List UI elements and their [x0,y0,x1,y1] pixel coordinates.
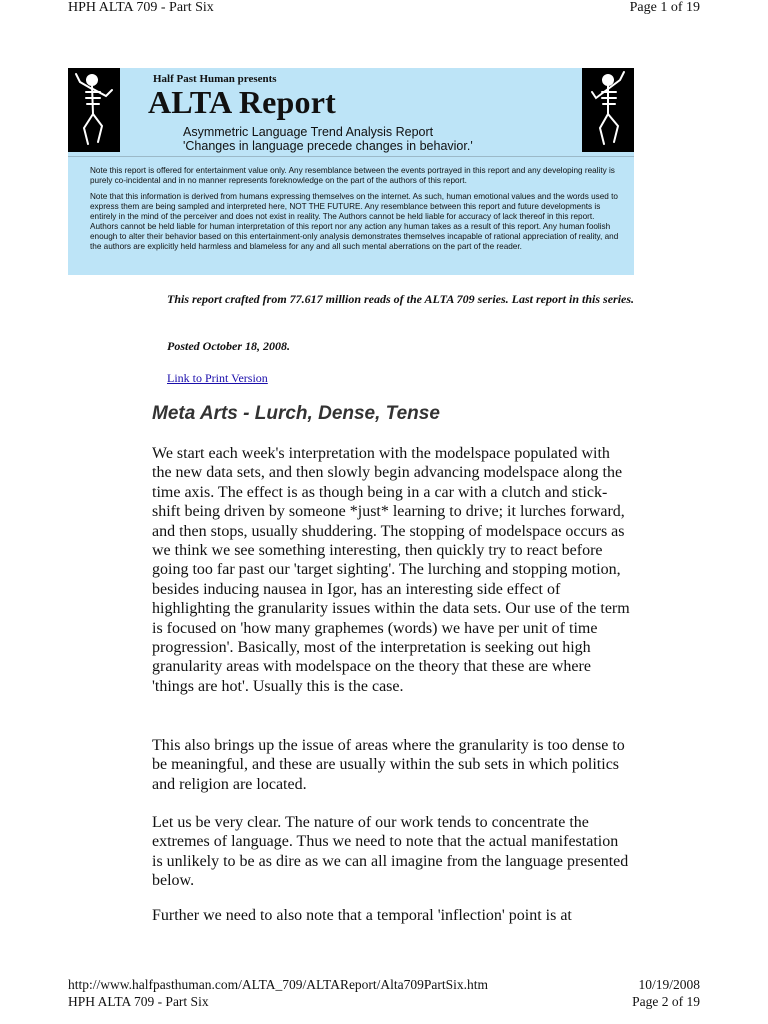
page-header-page-number: Page 1 of 19 [629,0,700,15]
body-paragraph: We start each week's interpretation with the modelspace populated with the new data sets, and then slowly begin advancing modelspace along the time axis. The effect is as though being in a car with a clutch and stick-shift being driven by someone *just* learning to drive; it lurches forward, and then stops, usually shuddering. The stopping of modelspace occurs as we think we see something interesting, then quickly try to react before going too far past our 'target sighting'. The lurching and stopping motion, besides inducing nausea in Igor, has an interesting side effect of highlighting the granularity issues within the data sets. Our use of the term is focused on 'how many graphemes (words) we have per unit of time progression'. Basically, most of the interpretation is seeking out high granularity areas with modelspace on the theory that these are where 'things are hot'. Usually this is the case. [152,445,630,695]
banner-subtitle-line1: Asymmetric Language Trend Analysis Report [183,125,434,139]
next-page-header-title: HPH ALTA 709 - Part Six [68,994,209,1009]
footer-url: http://www.halfpasthuman.com/ALTA_709/ALTAReport/Alta709PartSix.htm [68,977,489,992]
next-page-header-page-number: Page 2 of 19 [632,994,700,1009]
footer-date: 10/19/2008 [638,977,700,992]
body-paragraph: This also brings up the issue of areas where the granularity is too dense to be meaningful, and these are usually within the sub sets in which politics and religion are located. [152,737,625,793]
banner-title: ALTA Report [148,84,336,120]
alta-report-banner [68,68,634,275]
body-paragraph: Let us be very clear. The nature of our work tends to concentrate the extremes of language. Thus we need to note that the actual manifestation is unlikely to be as dire as we can all imagine from the language presented below. [152,814,629,890]
body-paragraph: Further we need to also note that a temporal 'inflection' point is at [152,907,572,924]
banner-subtitle [183,125,473,153]
print-version-link[interactable]: Link to Print Version [167,371,268,385]
dancing-skeleton-icon [68,68,120,152]
banner-presents: Half Past Human presents [153,73,277,85]
page-header-title: HPH ALTA 709 - Part Six [68,0,214,15]
report-crafted-note: This report crafted from 77.617 million reads of the ALTA 709 series. Last report in this series. [167,292,635,306]
banner-divider [68,156,634,157]
entertainment-disclaimer: Note this report is offered for entertainment value only. Any resemblance between the events portrayed in this report and any developing reality is purely co-incidental and in no manner represents foreknowledge on the part of the authors of this report. [90,166,615,185]
dancing-skeleton-icon [582,68,634,152]
liability-disclaimer: Note that this information is derived from humans expressing themselves on the internet. As such, human emotional values and the words used to express them are being sampled and interpreted here, NOT THE FUTURE. Any resemblance between this report and future developments is entirely in the mind of the perceiver and does not exist in reality. The Authors cannot be held liable for accuracy of lack thereof in this report. Authors cannot be held liable for human interpretation of this report nor any action any human takes as a result of this report. Any human foolish enough to alter their behavior based on this entertainment-only analysis demonstrates themselves incapable of rational appreciation of reality, and the authors are explicitly held harmless and blameless for any and all such mental aberrations on the part of the reader. [90,192,619,251]
posted-date: Posted October 18, 2008. [167,339,290,353]
banner-title-area [68,68,634,156]
banner-subtitle-line2: 'Changes in language precede changes in behavior.' [183,139,473,153]
section-title: Meta Arts - Lurch, Dense, Tense [152,403,440,424]
